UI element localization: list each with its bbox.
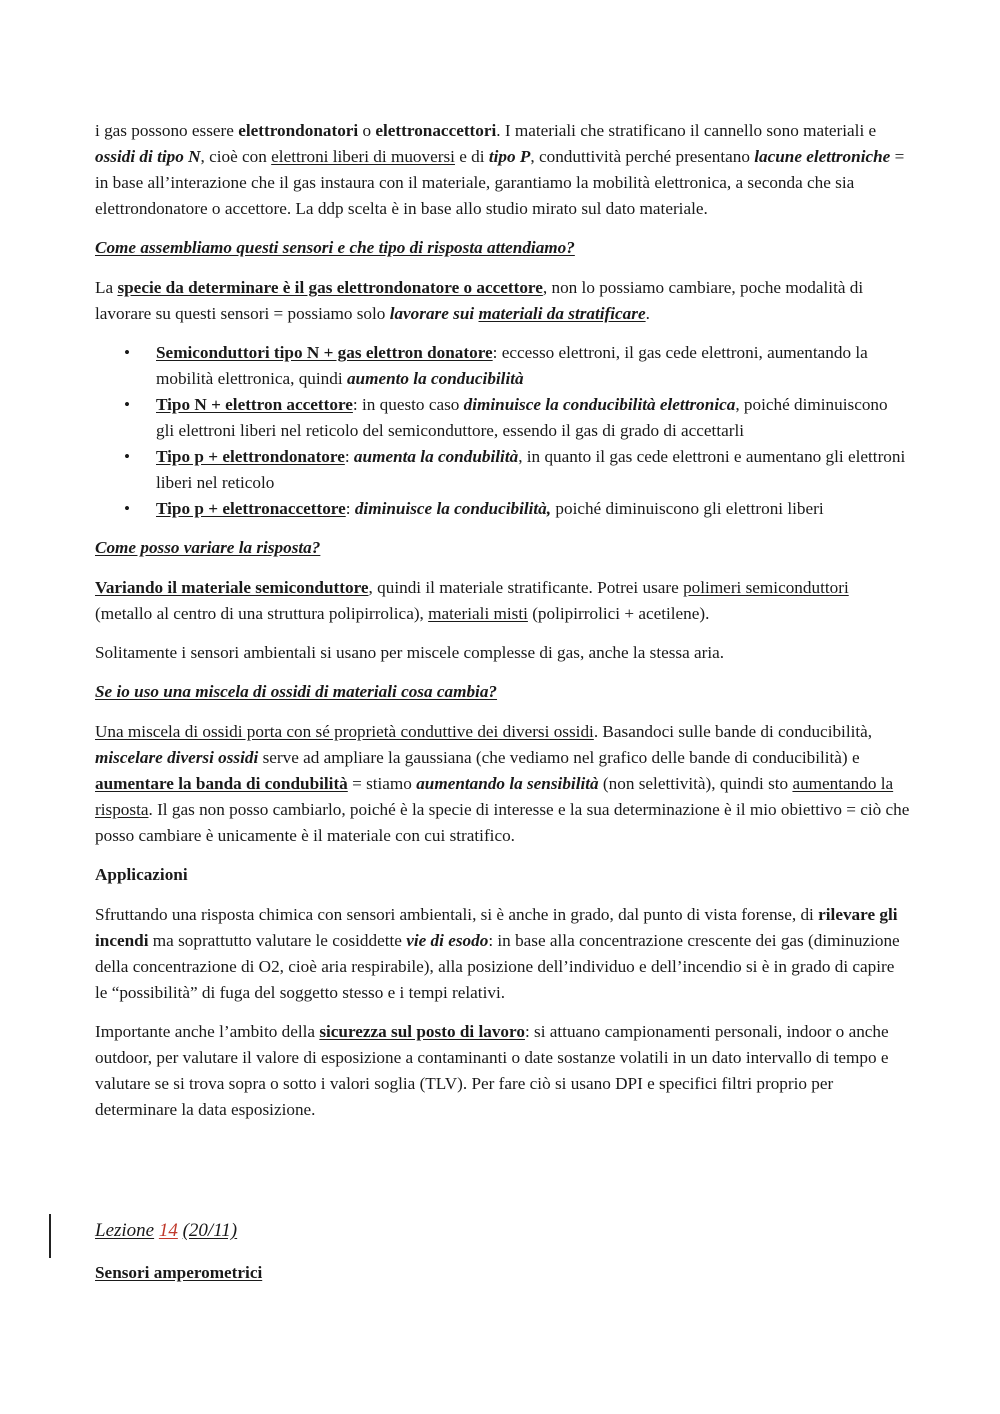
- text: Variando il materiale semiconduttore: [95, 578, 369, 597]
- text: Sfruttando una risposta chimica con sensori ambientali, si è anche in grado, dal punto di vista forense, di: [95, 905, 819, 924]
- text: = in base all’interazione che il gas instaura con il materiale, garantiamo la mobilità elettronica, a seconda che sia elettrondonatore o accettore. La ddp scelta è in base allo studio mirato sul dato materiale.: [95, 147, 905, 218]
- text: aumentare la banda di condubilità: [95, 774, 348, 793]
- paragraph-species: [95, 275, 910, 327]
- text: specie da determinare è il gas elettrondonatore o accettore: [117, 278, 543, 297]
- text: : in base alla concentrazione crescente dei gas (diminuzione della concentrazione di O2, cioè aria respirabile), alla posizione dell’individuo e dell’incendio si è in grado di capire le “possibilità” di fuga del soggetto stesso e i tempi relativi.: [95, 931, 900, 1002]
- text: o: [358, 121, 376, 140]
- text: , in quanto il gas cede elettroni e aumentano gli elettroni liberi nel reticolo: [156, 447, 906, 492]
- text: diminuisce la conducibilità elettronica: [463, 395, 736, 414]
- lesson-word: Lezione: [95, 1220, 155, 1241]
- text: Tipo N + elettron accettore: [156, 395, 353, 414]
- text: :: [345, 499, 355, 518]
- bullet-icon: •: [124, 343, 131, 362]
- paragraph-environmental: Solitamente i sensori ambientali si usano per miscele complesse di gas, anche la stessa aria.: [95, 643, 725, 662]
- text: elettrondonatori: [238, 121, 359, 140]
- text: diminuisce la conducibilità,: [354, 499, 552, 518]
- list-item: [95, 392, 910, 444]
- text: Tipo p + elettrondonatore: [156, 447, 345, 466]
- text: La: [95, 278, 118, 297]
- text: sicurezza sul posto di lavoro: [319, 1022, 525, 1041]
- question-heading: Come assembliamo questi sensori e che tipo di risposta attendiamo?: [95, 238, 575, 257]
- change-bar: [49, 1214, 51, 1258]
- text: (polipirrolici + acetilene).: [527, 604, 710, 623]
- text: miscelare diversi ossidi: [95, 748, 259, 767]
- text: polimeri semiconduttori: [683, 578, 849, 597]
- document-body: [95, 118, 910, 1136]
- paragraph-fire-detection: [95, 902, 910, 1006]
- bullet-icon: •: [124, 395, 131, 414]
- paragraph-workplace-safety: [95, 1019, 910, 1123]
- text: aumenta la condubilità: [353, 447, 519, 466]
- bullet-icon: •: [124, 499, 131, 518]
- paragraph-vary-response: [95, 575, 910, 627]
- text: (non selettività), quindi sto: [598, 774, 793, 793]
- question-heading: Come posso variare la risposta?: [95, 538, 321, 557]
- text: : eccesso elettroni, il gas cede elettroni, aumentando la mobilità elettronica, quindi: [156, 343, 868, 388]
- text: elettroni liberi di muoversi: [271, 147, 455, 166]
- text: lacune elettroniche: [754, 147, 891, 166]
- text: materiali da stratificare: [478, 304, 646, 323]
- list-item: [95, 496, 910, 522]
- text: . Il gas non posso cambiarlo, poiché è la specie di interesse e la sua determinazione è il mio obiettivo = ciò che posso cambiare è unicamente è il materiale con cui stratifico.: [95, 800, 910, 845]
- text: materiali misti: [428, 604, 528, 623]
- text: : si attuano campionamenti personali, indoor o anche outdoor, per valutare il valore di esposizione a contaminanti o date sostanze volatili in un dato intervallo di tempo e valutare se si trova sopra o sotto i valori soglia (TLV). Per fare ciò si usano DPI e specifici filtri proprio per determinare la data esposizione.: [95, 1022, 889, 1119]
- text: , non lo possiamo cambiare, poche modalità di lavorare su questi sensori = possiamo solo: [95, 278, 864, 323]
- text: ossidi di tipo N: [95, 147, 201, 166]
- question-heading: Se io uso una miscela di ossidi di materiali cosa cambia?: [95, 682, 498, 701]
- text: e di: [454, 147, 489, 166]
- section-heading-applicazioni: Applicazioni: [95, 865, 188, 884]
- text: elettronaccettori: [375, 121, 497, 140]
- text: , conduttività perché presentano: [530, 147, 755, 166]
- lesson-title: [95, 1218, 237, 1244]
- text: vie di esodo: [406, 931, 489, 950]
- text: . I materiali che stratificano il cannello sono materiali e: [496, 121, 877, 140]
- text: Una miscela di ossidi porta con sé proprietà conduttive dei diversi ossidi: [95, 722, 594, 741]
- text: aumentando la risposta: [95, 774, 894, 819]
- text: = stiamo: [347, 774, 417, 793]
- text: serve ad ampliare la gaussiana (che vediamo nel grafico delle bande di conducibilità) e: [258, 748, 860, 767]
- text: , cioè con: [200, 147, 272, 166]
- text: , poiché diminuiscono gli elettroni liberi nel reticolo del semiconduttore, essendo il gas di grado di accettarli: [156, 395, 888, 440]
- text: (metallo al centro di una struttura polipirrolica),: [95, 604, 429, 623]
- text: : in questo caso: [352, 395, 464, 414]
- text: lavorare sui: [389, 304, 479, 323]
- paragraph-gas-donors: [95, 118, 910, 222]
- text: .: [645, 304, 650, 323]
- text: rilevare gli incendi: [95, 905, 898, 950]
- lesson-date: (20/11): [182, 1220, 238, 1241]
- bullet-icon: •: [124, 447, 131, 466]
- text: tipo P: [488, 147, 531, 166]
- list-item: [95, 340, 910, 392]
- text: :: [344, 447, 354, 466]
- lesson-number: 14: [158, 1220, 178, 1241]
- paragraph-oxide-mixture: [95, 719, 910, 849]
- text: poiché diminuiscono gli elettroni liberi: [551, 499, 824, 518]
- text: , quindi il materiale stratificante. Potrei usare: [368, 578, 684, 597]
- text: aumentando la sensibilità: [416, 774, 599, 793]
- text: Importante anche l’ambito della: [95, 1022, 320, 1041]
- bullet-list: [95, 340, 910, 522]
- text: ma soprattutto valutare le cosiddette: [148, 931, 407, 950]
- text: i gas possono essere: [95, 121, 239, 140]
- text: aumento la conducibilità: [346, 369, 524, 388]
- text: Tipo p + elettronaccettore: [156, 499, 346, 518]
- list-item: [95, 444, 910, 496]
- subheading-sensori-amperometrici: Sensori amperometrici: [95, 1263, 263, 1282]
- text: Semiconduttori tipo N + gas elettron donatore: [156, 343, 493, 362]
- text: . Basandoci sulle bande di conducibilità,: [593, 722, 873, 741]
